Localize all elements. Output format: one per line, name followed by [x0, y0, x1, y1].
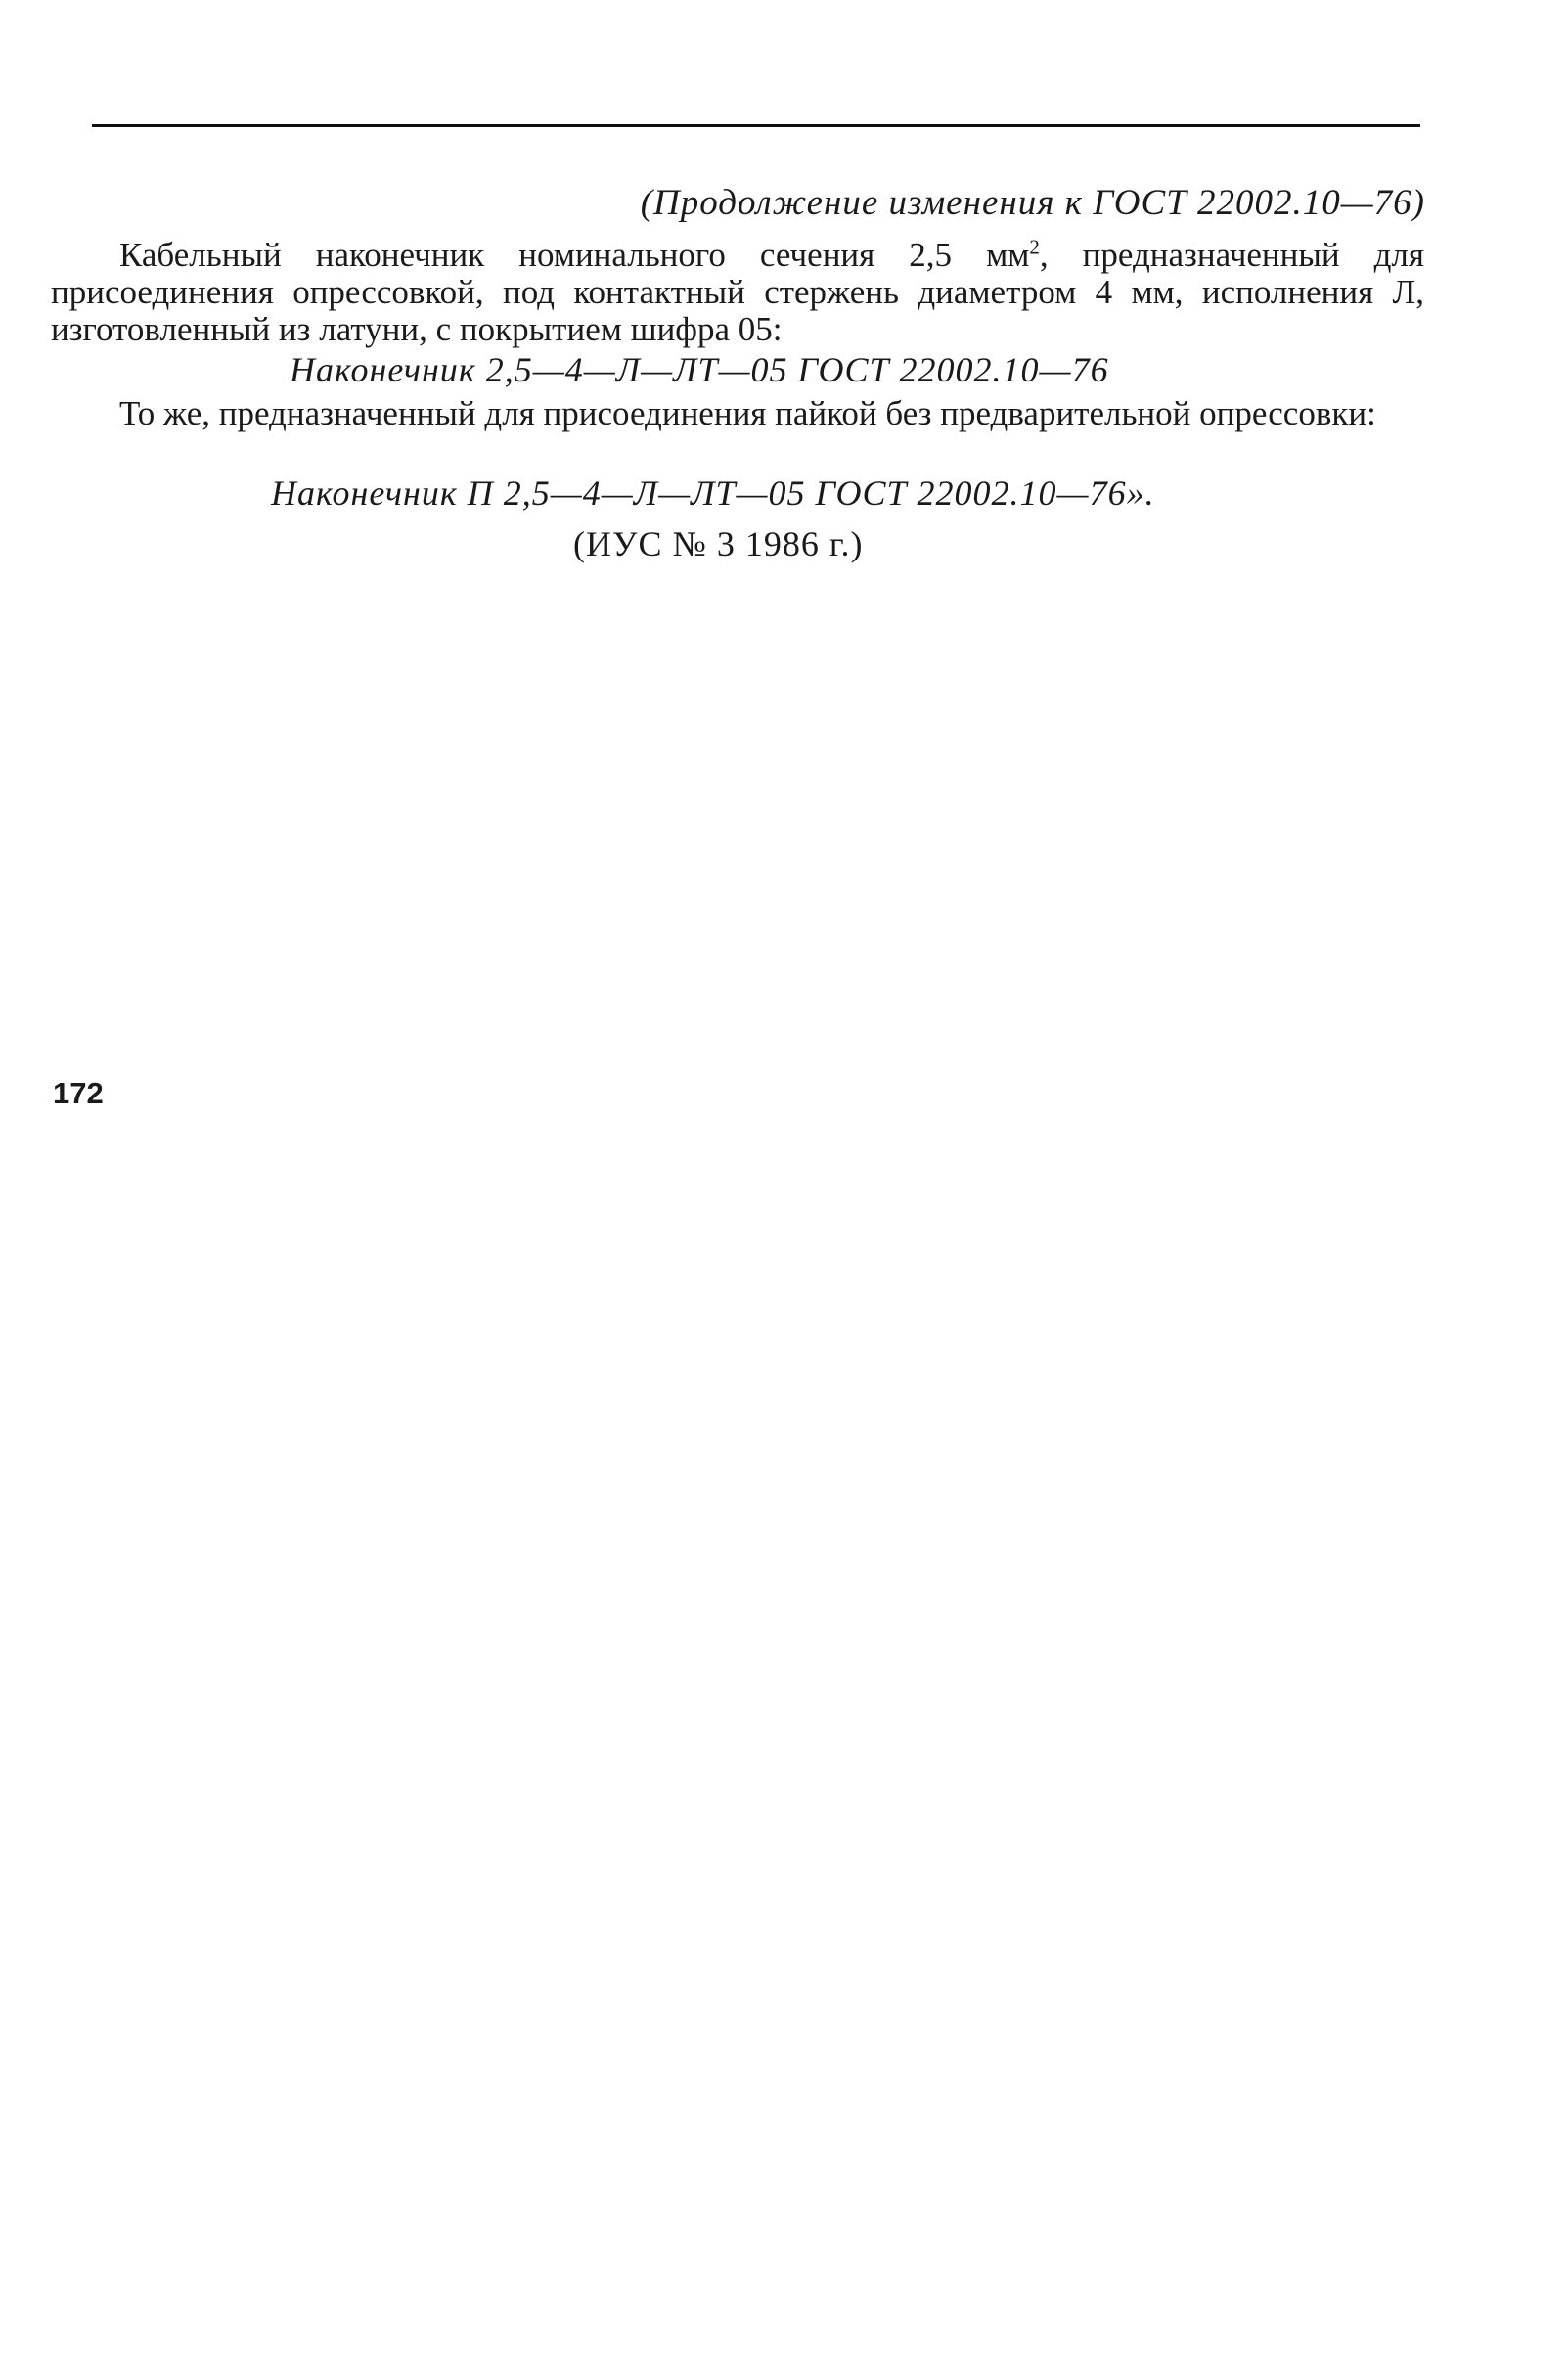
superscript: 2: [1029, 235, 1040, 259]
designation-example-1: Наконечник 2,5—4—Л—ЛТ—05 ГОСТ 22002.10—76: [290, 350, 1109, 389]
paragraph-cable-lug: [51, 237, 1424, 348]
continuation-header: (Продолжение изменения к ГОСТ 22002.10—76): [640, 183, 1425, 223]
paragraph-same-soldering: То же, предназначенный для присоединения пайкой без предварительной опрессовки:: [119, 394, 1376, 432]
paragraph-1-text: Кабельный наконечник номинального сечения 2,5 мм: [119, 236, 1030, 274]
ius-reference: (ИУС № 3 1986 г.): [573, 524, 864, 563]
page-number: 172: [53, 1076, 104, 1110]
designation-example-2: Наконечник П 2,5—4—Л—ЛТ—05 ГОСТ 22002.10—76».: [271, 473, 1155, 513]
top-rule: [92, 124, 1420, 127]
paragraph-1-text-cont: , предназначенный для присоединения опрессовкой, под контактный стержень диаметром 4 мм, исполнения Л, изготовленный из латуни, с покрытием шифра 05:: [51, 236, 1424, 348]
